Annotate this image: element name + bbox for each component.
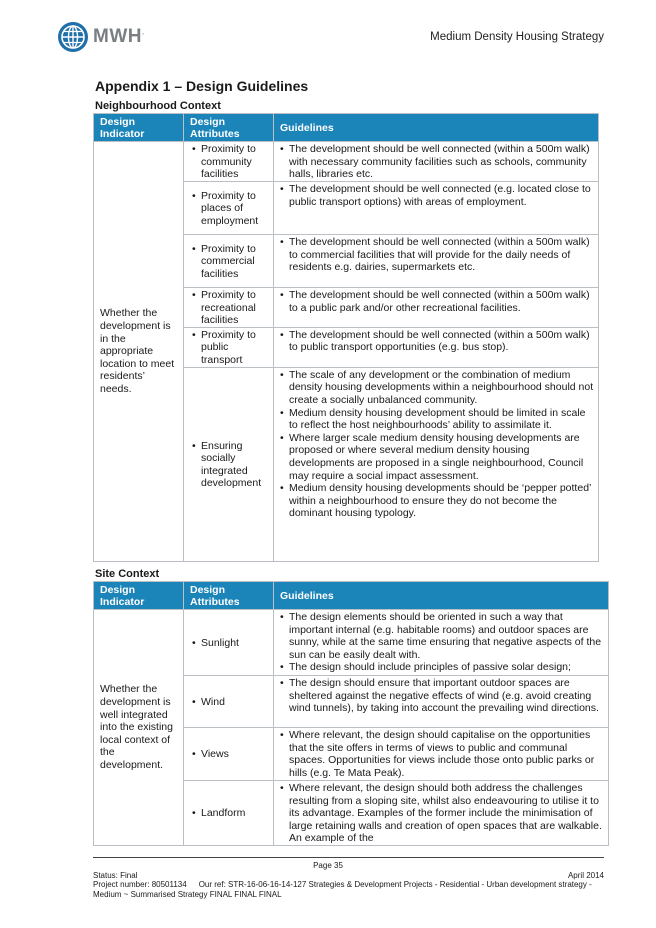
- attribute-cell: • Proximity to recreational facilities: [184, 288, 274, 328]
- table-row: [94, 610, 609, 676]
- project-reference: [93, 880, 608, 899]
- table-header-row: [94, 582, 609, 610]
- guideline-item: • The design should include principles of passive solar design;: [280, 661, 571, 674]
- appendix-title: Appendix 1 – Design Guidelines: [95, 78, 309, 94]
- document-title: Medium Density Housing Strategy: [430, 31, 604, 43]
- attribute-cell: • Wind: [184, 676, 274, 728]
- logo-text: MWH.: [93, 26, 145, 47]
- guideline-cell: [274, 728, 609, 781]
- status-text: Status: Final: [93, 871, 138, 880]
- guideline-item: • Medium density housing developments should be ‘pepper potted’ within a neighbourhood to ensure they do not become the dominant housing typology.: [280, 482, 591, 520]
- guideline-cell: [274, 235, 599, 288]
- attribute-cell: • Landform: [184, 781, 274, 846]
- header-design-attributes: Design Attributes: [184, 582, 274, 610]
- section-title-site: Site Context: [95, 568, 160, 580]
- header-guidelines: Guidelines: [274, 582, 609, 610]
- globe-icon: [58, 22, 88, 52]
- header-design-indicator: Design Indicator: [94, 114, 184, 142]
- guideline-item: • Medium density housing development should be limited in scale to reflect the host neighbourhoods’ ability to assimilate it.: [280, 406, 586, 432]
- page-number: Page 35: [313, 861, 343, 870]
- guideline-cell: [274, 182, 599, 235]
- table-header-row: [94, 114, 599, 142]
- attribute-cell: • Proximity to public transport: [184, 327, 274, 367]
- our-reference: Our ref: STR-16-06-16-14-127 Strategies & Development Projects - Residential - Urban development strategy - Medium ~ Summarised Strategy FINAL FINAL FINAL: [93, 880, 592, 899]
- guideline-item: • The development should be well connected (within a 500m walk) to commercial facilities that will provide for the daily needs of residents e.g. dairies, supermarkets etc.: [280, 236, 590, 274]
- attribute-cell: • Sunlight: [184, 610, 274, 676]
- attribute-cell: • Proximity to commercial facilities: [184, 235, 274, 288]
- attribute-cell: • Views: [184, 728, 274, 781]
- guideline-cell: [274, 781, 609, 846]
- guideline-item: • The development should be well connected (within a 500m walk) to public transport opportunities (e.g. bus stop).: [280, 328, 590, 354]
- guideline-item: • The scale of any development or the combination of medium density housing developments within a neighbourhood should not create a socially unbalanced community.: [280, 368, 594, 406]
- guideline-cell: [274, 288, 599, 328]
- neighbourhood-context-table: [93, 113, 599, 562]
- guideline-cell: [274, 142, 599, 182]
- guideline-cell: [274, 676, 609, 728]
- guideline-item: • The development should be well connected (e.g. located close to public transport options) with areas of employment.: [280, 183, 591, 208]
- header-design-attributes: Design Attributes: [184, 114, 274, 142]
- guideline-item: • Where relevant, the design should capitalise on the opportunities that the site offers in terms of views to public and communal spaces. Opportunities for views include those onto public parks or hills (e.g. Te Mata Peak).: [280, 729, 595, 779]
- attribute-cell: • Proximity to places of employment: [184, 182, 274, 235]
- attribute-cell: • Ensuring socially integrated development: [184, 367, 274, 561]
- header-design-indicator: Design Indicator: [94, 582, 184, 610]
- table-row: [94, 142, 599, 182]
- company-logo: [58, 22, 144, 52]
- guideline-item: • The design should ensure that important outdoor spaces are sheltered against the negative effects of wind (e.g. avoid creating wind tunnels), by taking into account the prevailing wind directions.: [280, 677, 599, 715]
- site-context-table: [93, 581, 609, 846]
- guideline-cell: [274, 327, 599, 367]
- guideline-item: • Where larger scale medium density housing developments are proposed or where several medium density housing developments are proposed in a single neighbourhood, Council may require a social impact assessment.: [280, 431, 584, 482]
- guideline-item: • The development should be well connected (within a 500m walk) to a public park and/or other recreational facilities.: [280, 289, 590, 314]
- attribute-cell: • Proximity to community facilities: [184, 142, 274, 182]
- project-number: Project number: 80501134: [93, 880, 187, 889]
- guideline-cell: [274, 367, 599, 561]
- guideline-item: • The development should be well connected (within a 500m walk) with necessary community facilities such as schools, community halls, libraries etc.: [280, 143, 590, 181]
- design-indicator-cell: Whether the development is well integrated into the existing local context of the development.: [94, 610, 184, 846]
- date-text: April 2014: [567, 871, 604, 880]
- footer-divider: [93, 857, 604, 858]
- header-guidelines: Guidelines: [274, 114, 599, 142]
- guideline-item: • The design elements should be oriented in such a way that important internal (e.g. habitable rooms) and outdoor spaces are sunny, while at the same time ensuring that negative aspects of the sun can be easily dealt with.: [280, 611, 602, 661]
- section-title-neighbourhood: Neighbourhood Context: [95, 100, 221, 112]
- design-indicator-cell: Whether the development is in the appropriate location to meet residents’ needs.: [94, 142, 184, 562]
- guideline-item: • Where relevant, the design should both address the challenges resulting from a sloping site, whilst also endeavouring to utilise it to its advantage. Examples of the former include the minimisation of large retaining walls and creation of open spaces that are walkable. An example of the: [280, 782, 602, 845]
- guideline-cell: [274, 610, 609, 676]
